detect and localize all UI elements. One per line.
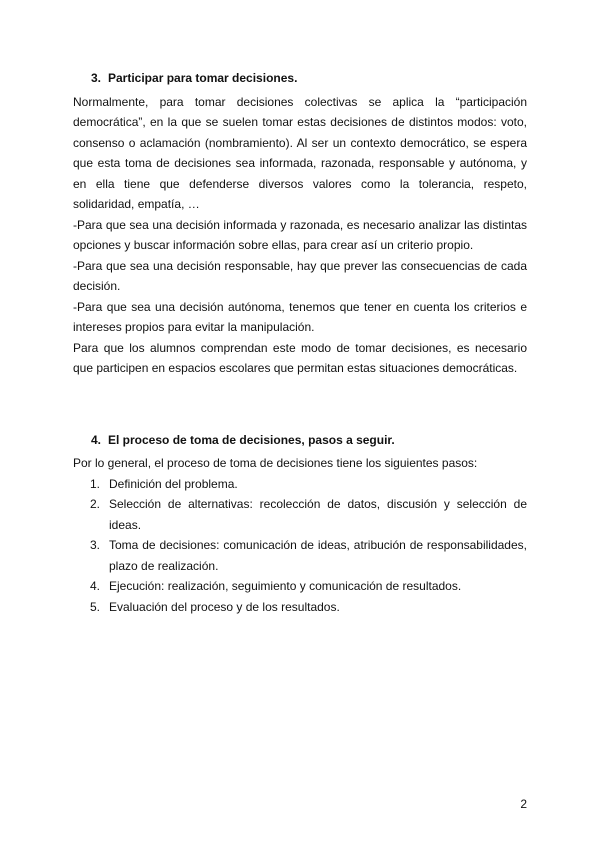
section-4-intro: Por lo general, el proceso de toma de decisiones tiene los siguientes pasos: [73, 456, 478, 470]
step-number: 2. [90, 497, 101, 511]
section-3-paragraph: Para que los alumnos comprendan este modo de tomar decisiones, es necesario que participen en espacios escolares que permitan estas situaciones democráticas. [73, 340, 527, 375]
section-4-number: 4. [91, 432, 102, 447]
section-3-paragraph: -Para que sea una decisión responsable, hay que prever las consecuencias de cada decisión. [73, 258, 527, 293]
step-text: Evaluación del proceso y de los resultados. [109, 599, 340, 614]
step-text: Selección de alternativas: recolección de datos, discusión y selección de ideas. [109, 497, 527, 532]
list-item [90, 597, 527, 618]
section-4-heading [91, 430, 527, 451]
step-text: Toma de decisiones: comunicación de ideas, atribución de responsabilidades, plazo de realización. [109, 538, 527, 573]
section-3-number: 3. [91, 71, 102, 85]
list-item [90, 474, 527, 495]
section-3-paragraph: -Para que sea una decisión informada y razonada, es necesario analizar las distintas opciones y buscar información sobre ellas, para crear así un criterio propio. [73, 217, 527, 252]
step-text: Ejecución: realización, seguimiento y comunicación de resultados. [109, 579, 462, 593]
step-number: 4. [90, 579, 101, 593]
list-item [90, 576, 527, 597]
step-number: 5. [90, 599, 101, 614]
list-item [90, 535, 527, 576]
section-3-heading [91, 68, 527, 89]
section-3-paragraph: Normalmente, para tomar decisiones colectivas se aplica la “participación democrática”, en la que se suelen tomar estas decisiones de distintos modos: voto, consenso o aclamación (nombramiento). Al ser un contexto democrático, se espera que esta toma de decisiones sea informada, razonada, responsable y autónoma, y en ella tiene que defenderse diversos valores como la tolerancia, respeto, solidaridad, empatía, … [73, 94, 527, 211]
page-number: 2 [520, 797, 527, 811]
list-item [90, 494, 527, 535]
section-4-title: El proceso de toma de decisiones, pasos a seguir. [108, 432, 395, 447]
steps-list [73, 474, 527, 618]
section-3-paragraph: -Para que sea una decisión autónoma, tenemos que tener en cuenta los criterios e intereses propios para evitar la manipulación. [73, 299, 527, 334]
page-content [73, 68, 527, 617]
step-text: Definición del problema. [109, 476, 238, 491]
section-4 [73, 430, 527, 618]
step-number: 1. [90, 476, 101, 491]
step-number: 3. [90, 538, 101, 552]
section-3-title: Participar para tomar decisiones. [108, 71, 298, 85]
